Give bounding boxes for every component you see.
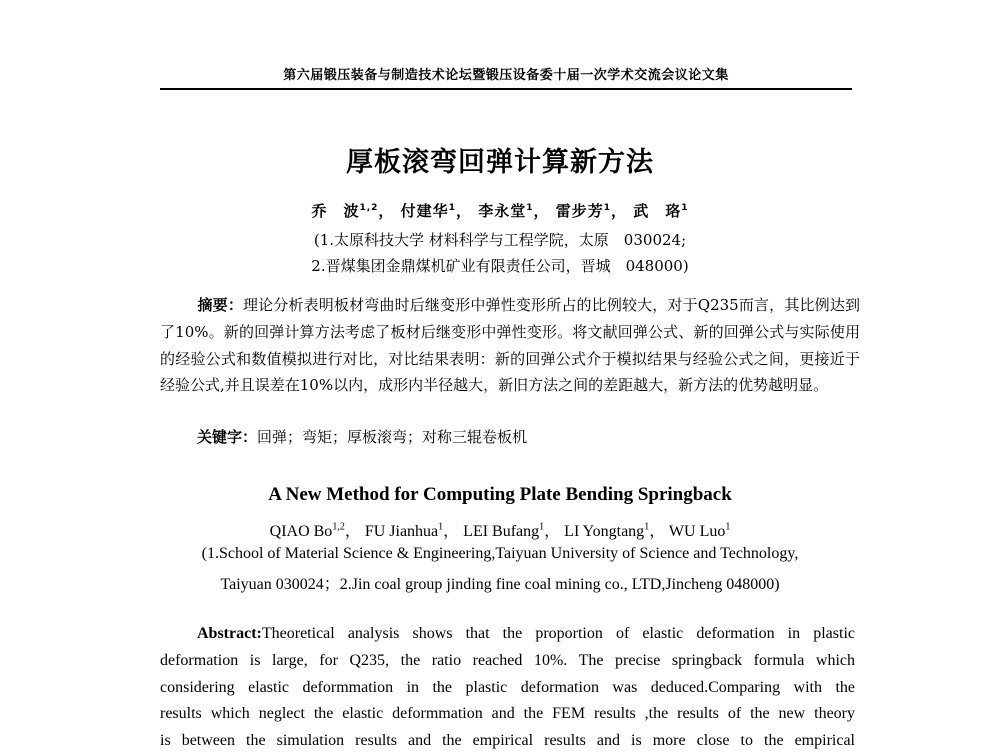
author-affiliation-mark: 1 [539,521,545,533]
english-authors [0,518,1000,541]
author-separator: ， [443,523,460,540]
english-affiliation-2: Taiyuan 030024；2.Jin coal group jinding fine coal mining co., LTD,Jincheng 048000) [220,576,780,593]
author-name: QIAO Bo [269,523,333,540]
author-separator: ， [544,523,561,540]
chinese-abstract-text: 理论分析表明板材弯曲时后继变形中弹性变形所占的比例较大，对于Q235而言，其比例达到了10%。新的回弹计算方法考虑了板材后继变形中弹性变形。将文献回弹公式、新的回弹公式与实际使用的经验公式和数值模拟进行对比，对比结果表明：新的回弹公式介于模拟结果与经验公式之间，更接近于经验公式,并且误差在10%以内，成形内半径越大，新旧方法之间的差距越大，新方法的优势越明显。 [160,296,860,395]
author-name: 李永堂 [478,202,527,220]
author-separator: ， [378,202,395,220]
author-affiliation-mark: 1 [526,203,534,213]
english-affiliation-1: (1.School of Material Science & Engineering,Taiyuan University of Science and Technology, [201,545,799,562]
author-affiliation-mark: 1,2 [332,521,345,533]
author-name: LI Yongtang [564,523,645,540]
author-name: 雷步芳 [555,202,604,220]
author-affiliation-mark: 1 [448,203,456,213]
chinese-abstract [160,292,860,399]
author-separator: ， [649,523,666,540]
author-name: 乔 波 [311,202,360,220]
author-name: WU Luo [668,523,726,540]
author-affiliation-mark: 1 [644,521,650,533]
english-abstract-label: Abstract: [197,625,262,642]
english-abstract-line: is between the simulation results and the empirical results and is more close to the empirical [160,732,855,750]
english-abstract [160,621,855,755]
author-separator: ， [455,202,472,220]
author-name: LEI Bufang [463,523,540,540]
english-abstract-line: results which neglect the elastic deformmation and the FEM results ,the results of the new theory [160,705,855,723]
chinese-authors [0,200,1000,221]
chinese-title: 厚板滚弯回弹计算新方法 [346,147,654,178]
english-abstract-line: considering elastic deformmation in the plastic deformation was deduced.Comparing with the [160,678,855,696]
author-affiliation-mark: 1 [603,203,612,213]
chinese-affiliation-2: 2.晋煤集团金鼎煤机矿业有限责任公司，晋城 048000) [311,257,689,275]
chinese-abstract-label: 摘要： [197,296,243,314]
author-affiliation-mark: 1 [681,203,689,213]
author-affiliation-mark: 1 [725,521,731,533]
author-separator: ， [344,523,361,540]
english-abstract-line: deformation is large, for Q235, the ratio reached 10%. The precise springback formula which [160,651,855,669]
running-header: 第六届锻压装备与制造技术论坛暨锻压设备委十届一次学术交流会议论文集 [283,68,729,83]
chinese-keywords [197,426,857,447]
author-separator: ， [611,202,628,220]
author-affiliation-mark: 1 [438,521,444,533]
english-title: A New Method for Computing Plate Bending Springback [268,484,732,505]
english-abstract-text: Theoretical analysis shows that the proportion of elastic deformation in plastic [261,625,855,642]
author-name: FU Jianhua [364,523,439,540]
author-name: 武 珞 [633,202,682,220]
english-abstract-line [160,621,855,648]
header-rule [160,88,852,90]
author-separator: ， [533,202,550,220]
chinese-keywords-label: 关键字： [197,428,258,446]
chinese-keywords-text: 回弹；弯矩；厚板滚弯；对称三辊卷板机 [257,428,528,446]
chinese-affiliation-1: (1.太原科技大学 材料科学与工程学院，太原 030024; [313,231,687,249]
author-affiliation-mark: 1,2 [359,203,379,213]
author-name: 付建华 [400,202,449,220]
